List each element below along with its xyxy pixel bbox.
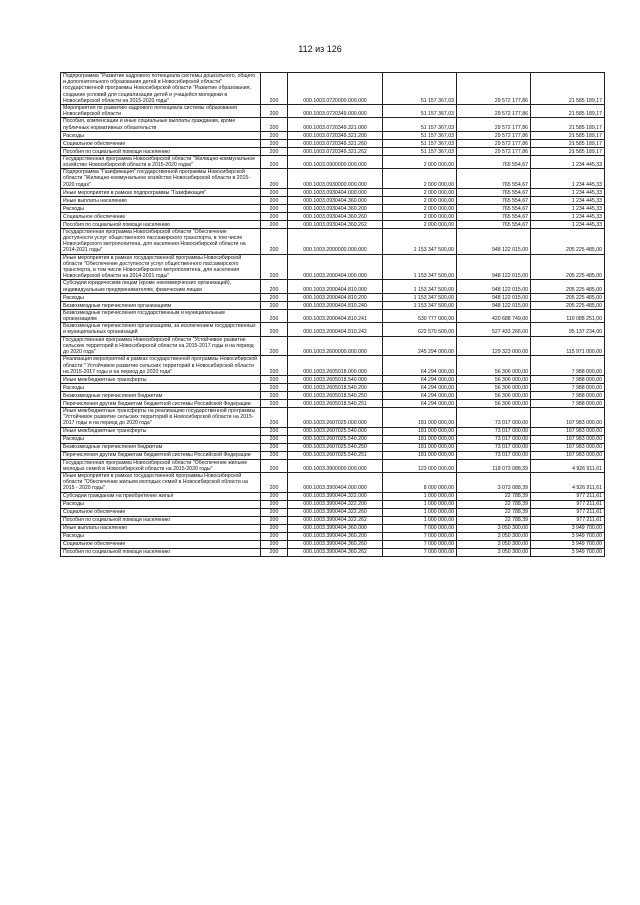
- row-classifier: 000.1003.0930404.360.200: [288, 204, 383, 212]
- table-row: [61, 309, 605, 322]
- row-unexecuted-amount: 1 234 445,33: [531, 169, 605, 189]
- row-name: Иные мероприятия в рамках государственной программы Новосибирской области "Обеспечение жильем молодых семей в Новосибирской области на 2015 - 2020 годы": [61, 472, 261, 492]
- row-classifier: 000.1003.2607025.540.251: [288, 451, 383, 459]
- row-approved-amount: 2 000 000,00: [383, 204, 457, 212]
- table-row: [61, 443, 605, 451]
- row-unexecuted-amount: 205 225 485,00: [531, 293, 605, 301]
- row-approved-amount: 1 000 000,00: [383, 508, 457, 516]
- row-name: Расходы: [61, 131, 261, 139]
- row-unexecuted-amount: 205 225 485,00: [531, 254, 605, 280]
- row-classifier: 000.1003.2607025.540.000: [288, 427, 383, 435]
- row-approved-amount: 64 294 000,00: [383, 383, 457, 391]
- row-approved-amount: 7 000 000,00: [383, 548, 457, 556]
- row-executed-amount: 420 688 749,00: [457, 309, 531, 322]
- row-approved-amount: 1 000 000,00: [383, 500, 457, 508]
- row-unexecuted-amount: 977 211,61: [531, 508, 605, 516]
- row-unexecuted-amount: 107 983 000,00: [531, 407, 605, 427]
- row-approved-amount: 2 000 000,00: [383, 169, 457, 189]
- row-approved-amount: 181 000 000,00: [383, 451, 457, 459]
- table-row: [61, 212, 605, 220]
- row-executed-amount: 765 554,67: [457, 155, 531, 168]
- row-approved-amount: 7 000 000,00: [383, 540, 457, 548]
- row-name: Безвозмездные перечисления бюджетам: [61, 443, 261, 451]
- row-classifier: 000.1003.2605018.000.000: [288, 356, 383, 376]
- row-classifier: 000.1003.3900404.360.200: [288, 532, 383, 540]
- row-name: Социальное обеспечение: [61, 540, 261, 548]
- row-name: Перечисления другим бюджетам бюджетной системы Российской Федерации: [61, 451, 261, 459]
- row-name: Расходы: [61, 204, 261, 212]
- row-code: 200: [261, 301, 288, 309]
- row-code: 200: [261, 540, 288, 548]
- row-executed-amount: 527 433 266,00: [457, 323, 531, 336]
- row-code: 200: [261, 169, 288, 189]
- row-approved-amount: 181 000 000,00: [383, 427, 457, 435]
- row-unexecuted-amount: 977 211,61: [531, 492, 605, 500]
- row-approved-amount: 64 294 000,00: [383, 356, 457, 376]
- row-classifier: 000.1003.0930404.360.000: [288, 196, 383, 204]
- table-row: [61, 427, 605, 435]
- row-approved-amount: 181 000 000,00: [383, 435, 457, 443]
- row-name: Пособия по социальной помощи населению: [61, 220, 261, 228]
- row-classifier: 000.1003.2000404.810.241: [288, 309, 383, 322]
- row-executed-amount: 73 017 000,00: [457, 451, 531, 459]
- row-code: 200: [261, 375, 288, 383]
- row-name: Расходы: [61, 435, 261, 443]
- row-approved-amount: 2 000 000,00: [383, 196, 457, 204]
- row-code: 200: [261, 508, 288, 516]
- row-name: Социальное обеспечение: [61, 139, 261, 147]
- row-code: 200: [261, 155, 288, 168]
- row-classifier: 000.1003.0720349.321.200: [288, 131, 383, 139]
- row-code: 200: [261, 407, 288, 427]
- row-executed-amount: 765 554,67: [457, 212, 531, 220]
- row-name: Пособия по социальной помощи населению: [61, 147, 261, 155]
- row-code: 200: [261, 427, 288, 435]
- row-unexecuted-amount: 95 137 234,00: [531, 323, 605, 336]
- row-unexecuted-amount: 1 234 445,33: [531, 188, 605, 196]
- row-code: 200: [261, 228, 288, 254]
- table-row: [61, 139, 605, 147]
- row-approved-amount: 1 153 347 500,00: [383, 254, 457, 280]
- row-code: 200: [261, 204, 288, 212]
- row-classifier: 000.1003.0720349.321.000: [288, 118, 383, 131]
- row-code: 200: [261, 516, 288, 524]
- row-code: 200: [261, 147, 288, 155]
- row-classifier: 000.1003.0720349.321.262: [288, 147, 383, 155]
- table-row: [61, 73, 605, 105]
- row-executed-amount: 29 572 177,86: [457, 73, 531, 105]
- row-approved-amount: 51 157 367,03: [383, 131, 457, 139]
- table-row: [61, 336, 605, 356]
- row-approved-amount: 64 294 000,00: [383, 375, 457, 383]
- row-name: Государственная программа Новосибирской области "Устойчивое развитие сельских территорий в Новосибирской области на 2015-2017 годы и на период до 2020 года": [61, 336, 261, 356]
- table-row: [61, 500, 605, 508]
- row-name: Безвозмездные перечисления бюджетам: [61, 391, 261, 399]
- row-name: Иные выплаты населению: [61, 524, 261, 532]
- row-executed-amount: 3 050 300,00: [457, 532, 531, 540]
- table-row: [61, 356, 605, 376]
- row-classifier: 000.1003.0720000.000.000: [288, 73, 383, 105]
- row-unexecuted-amount: 977 211,61: [531, 500, 605, 508]
- row-code: 200: [261, 73, 288, 105]
- row-classifier: 000.1003.3900404.322.000: [288, 492, 383, 500]
- table-row: [61, 399, 605, 407]
- row-classifier: 000.1003.2000404.810.200: [288, 293, 383, 301]
- row-classifier: 000.1003.3900404.322.200: [288, 500, 383, 508]
- row-code: 200: [261, 309, 288, 322]
- row-approved-amount: 51 157 367,03: [383, 105, 457, 118]
- row-approved-amount: 181 000 000,00: [383, 443, 457, 451]
- table-row: [61, 435, 605, 443]
- row-classifier: 000.1003.0930000.000.000: [288, 169, 383, 189]
- row-unexecuted-amount: 107 983 000,00: [531, 443, 605, 451]
- table-row: [61, 451, 605, 459]
- row-unexecuted-amount: 7 988 000,00: [531, 356, 605, 376]
- row-classifier: 000.1003.2607025.000.000: [288, 407, 383, 427]
- table-row: [61, 407, 605, 427]
- row-classifier: 000.1003.3900000.000.000: [288, 459, 383, 472]
- row-executed-amount: 56 306 000,00: [457, 383, 531, 391]
- row-approved-amount: 1 000 000,00: [383, 492, 457, 500]
- row-approved-amount: 51 157 367,03: [383, 118, 457, 131]
- row-code: 200: [261, 254, 288, 280]
- row-name: Расходы: [61, 500, 261, 508]
- row-executed-amount: 22 788,39: [457, 508, 531, 516]
- row-classifier: 000.1003.2600000.000.000: [288, 336, 383, 356]
- row-classifier: 000.1003.0930404.360.260: [288, 212, 383, 220]
- row-classifier: 000.1003.0720349.000.000: [288, 105, 383, 118]
- row-executed-amount: 765 554,67: [457, 188, 531, 196]
- row-approved-amount: 64 294 000,00: [383, 399, 457, 407]
- table-row: [61, 204, 605, 212]
- row-approved-amount: 123 000 000,00: [383, 459, 457, 472]
- budget-table: [60, 72, 605, 557]
- row-unexecuted-amount: 21 585 189,17: [531, 118, 605, 131]
- row-code: 200: [261, 131, 288, 139]
- table-row: [61, 293, 605, 301]
- row-unexecuted-amount: 21 585 189,17: [531, 147, 605, 155]
- row-approved-amount: 1 153 347 500,00: [383, 293, 457, 301]
- row-approved-amount: 2 000 000,00: [383, 212, 457, 220]
- row-name: Социальное обеспечение: [61, 212, 261, 220]
- table-row: [61, 280, 605, 293]
- row-executed-amount: 3 050 300,00: [457, 524, 531, 532]
- row-name: Перечисления другим бюджетам бюджетной системы Российской Федерации: [61, 399, 261, 407]
- row-executed-amount: 3 050 300,00: [457, 540, 531, 548]
- row-unexecuted-amount: 107 983 000,00: [531, 435, 605, 443]
- table-row: [61, 105, 605, 118]
- row-executed-amount: 3 073 088,39: [457, 472, 531, 492]
- row-classifier: 000.1003.2607025.540.200: [288, 435, 383, 443]
- table-row: [61, 188, 605, 196]
- row-executed-amount: 118 073 088,39: [457, 459, 531, 472]
- row-executed-amount: 73 017 000,00: [457, 443, 531, 451]
- row-classifier: 000.1003.0900000.000.000: [288, 155, 383, 168]
- row-unexecuted-amount: 7 988 000,00: [531, 399, 605, 407]
- row-classifier: 000.1003.2605018.540.000: [288, 375, 383, 383]
- row-code: 200: [261, 188, 288, 196]
- table-row: [61, 228, 605, 254]
- row-unexecuted-amount: 205 225 485,00: [531, 228, 605, 254]
- row-classifier: 000.1003.2605018.540.251: [288, 399, 383, 407]
- row-executed-amount: 129 323 000,00: [457, 336, 531, 356]
- table-row: [61, 508, 605, 516]
- row-executed-amount: 948 122 015,00: [457, 280, 531, 293]
- row-executed-amount: 948 122 015,00: [457, 254, 531, 280]
- row-unexecuted-amount: 1 234 445,33: [531, 155, 605, 168]
- table-row: [61, 169, 605, 189]
- row-classifier: 000.1003.2000404.810.242: [288, 323, 383, 336]
- table-row: [61, 220, 605, 228]
- row-name: Иные межбюджетные трансферты на реализацию государственной программы "Устойчивое развитие сельских территорий в Новосибирской области на 2015-2017 годы и на период до 2020 года": [61, 407, 261, 427]
- row-approved-amount: 1 000 000,00: [383, 516, 457, 524]
- row-approved-amount: 1 153 347 500,00: [383, 228, 457, 254]
- row-name: Субсидии гражданам на приобретение жилья: [61, 492, 261, 500]
- row-code: 200: [261, 383, 288, 391]
- row-unexecuted-amount: 1 234 445,33: [531, 212, 605, 220]
- row-code: 200: [261, 293, 288, 301]
- row-executed-amount: 3 050 300,00: [457, 548, 531, 556]
- row-name: Безвозмездные перечисления организациям, за исключением государственных и муниципальных организаций: [61, 323, 261, 336]
- row-classifier: 000.1003.2605018.540.250: [288, 391, 383, 399]
- row-code: 200: [261, 356, 288, 376]
- row-name: Иные выплаты населению: [61, 196, 261, 204]
- table-row: [61, 459, 605, 472]
- row-name: Государственная программа Новосибирской области "Обеспечение доступности услуг общественного пассажирского транспорта, в том числе Новосибирского метрополитена, для населения Новосибирской области на 2014-2021 годы": [61, 228, 261, 254]
- row-executed-amount: 56 306 000,00: [457, 391, 531, 399]
- row-name: Мероприятия по развитию кадрового потенциала системы образования Новосибирской области: [61, 105, 261, 118]
- row-executed-amount: 29 572 177,86: [457, 131, 531, 139]
- table-row: [61, 524, 605, 532]
- row-classifier: 000.1003.2000404.000.000: [288, 254, 383, 280]
- row-name: Иные межбюджетные трансферты: [61, 375, 261, 383]
- row-code: 200: [261, 548, 288, 556]
- row-executed-amount: 56 306 000,00: [457, 375, 531, 383]
- row-unexecuted-amount: 1 234 445,33: [531, 220, 605, 228]
- row-unexecuted-amount: 205 225 485,00: [531, 280, 605, 293]
- row-classifier: 000.1003.0930404.000.000: [288, 188, 383, 196]
- row-unexecuted-amount: 3 949 700,00: [531, 540, 605, 548]
- row-name: Подпрограмма "Развитие кадрового потенциала системы дошкольного, общего и дополнительного образования детей в Новосибирской области" государственной программы Новосибирской области "Развитие образования, создание условий для социализации детей и учащейся молодежи в Новосибирской области на 2015-2020 годы": [61, 73, 261, 105]
- row-code: 200: [261, 524, 288, 532]
- row-name: Иные межбюджетные трансферты: [61, 427, 261, 435]
- row-executed-amount: 29 572 177,86: [457, 105, 531, 118]
- row-code: 200: [261, 105, 288, 118]
- row-name: Иные мероприятия в рамках государственной программы Новосибирской области "Обеспечение доступности услуг общественного пассажирского транспорта, в том числе Новосибирского метрополитена, для населения Новосибирской области на 2014-2021 годы": [61, 254, 261, 280]
- row-unexecuted-amount: 977 211,61: [531, 516, 605, 524]
- row-approved-amount: 64 294 000,00: [383, 391, 457, 399]
- row-name: Расходы: [61, 293, 261, 301]
- row-code: 200: [261, 391, 288, 399]
- row-classifier: 000.1003.2000404.810.000: [288, 280, 383, 293]
- row-code: 200: [261, 443, 288, 451]
- row-unexecuted-amount: 115 971 000,00: [531, 336, 605, 356]
- row-name: Реализация мероприятий в рамках государственной программы Новосибирской области " Устойчивое развитие сельских территорий в Новосибирской области на 2015-2017 годы и на период до 2020 года": [61, 356, 261, 376]
- row-name: Иные мероприятия в рамках подпрограммы "Газификация": [61, 188, 261, 196]
- row-name: Подпрограмма "Газификация" государственной программы Новосибирской области "Жилищно-коммунальное хозяйство Новосибирской области в 2015-2020 годах": [61, 169, 261, 189]
- row-unexecuted-amount: 4 926 911,61: [531, 472, 605, 492]
- row-unexecuted-amount: 3 949 700,00: [531, 524, 605, 532]
- row-name: Государственная программа Новосибирской области "Обеспечение жильем молодых семей в Новосибирской области на 2015-2020 годы": [61, 459, 261, 472]
- row-code: 200: [261, 500, 288, 508]
- row-name: Государственная программа Новосибирской области "Жилищно-коммунальное хозяйство Новосибирской области в 2015-2020 годах": [61, 155, 261, 168]
- table-row: [61, 155, 605, 168]
- row-executed-amount: 22 788,39: [457, 516, 531, 524]
- row-classifier: 000.1003.3900404.322.262: [288, 516, 383, 524]
- table-row: [61, 492, 605, 500]
- row-unexecuted-amount: 7 988 000,00: [531, 375, 605, 383]
- row-executed-amount: 765 554,67: [457, 220, 531, 228]
- table-row: [61, 391, 605, 399]
- row-name: Безвозмездные перечисления государственным и муниципальным организациям: [61, 309, 261, 322]
- row-code: 200: [261, 472, 288, 492]
- row-name: Пособия по социальной помощи населению: [61, 548, 261, 556]
- row-approved-amount: 2 000 000,00: [383, 220, 457, 228]
- row-classifier: 000.1003.2000000.000.000: [288, 228, 383, 254]
- table-row: [61, 472, 605, 492]
- row-executed-amount: 765 554,67: [457, 204, 531, 212]
- row-name: Пособия, компенсации и иные социальные выплаты гражданам, кроме публичных нормативных обязательств: [61, 118, 261, 131]
- table-row: [61, 516, 605, 524]
- row-executed-amount: 948 122 015,00: [457, 301, 531, 309]
- row-executed-amount: 29 572 177,86: [457, 139, 531, 147]
- row-name: Расходы: [61, 383, 261, 391]
- table-row: [61, 196, 605, 204]
- row-unexecuted-amount: 21 585 189,17: [531, 131, 605, 139]
- row-unexecuted-amount: 4 926 911,61: [531, 459, 605, 472]
- row-approved-amount: 1 153 347 500,00: [383, 280, 457, 293]
- row-name: Безвозмездные перечисления организациям: [61, 301, 261, 309]
- row-code: 200: [261, 220, 288, 228]
- row-classifier: 000.1003.2607025.540.250: [288, 443, 383, 451]
- row-executed-amount: 73 017 000,00: [457, 435, 531, 443]
- row-code: 200: [261, 492, 288, 500]
- row-code: 200: [261, 118, 288, 131]
- row-unexecuted-amount: 107 983 000,00: [531, 451, 605, 459]
- row-approved-amount: 51 157 367,03: [383, 73, 457, 105]
- row-executed-amount: 22 788,39: [457, 500, 531, 508]
- row-code: 200: [261, 435, 288, 443]
- row-executed-amount: 765 554,67: [457, 169, 531, 189]
- row-approved-amount: 622 570 500,00: [383, 323, 457, 336]
- table-row: [61, 118, 605, 131]
- row-unexecuted-amount: 107 983 000,00: [531, 427, 605, 435]
- row-approved-amount: 530 777 000,00: [383, 309, 457, 322]
- table-row: [61, 131, 605, 139]
- row-approved-amount: 51 157 367,03: [383, 147, 457, 155]
- row-name: Социальное обеспечение: [61, 508, 261, 516]
- row-classifier: 000.1003.3900404.360.000: [288, 524, 383, 532]
- table-row: [61, 301, 605, 309]
- row-unexecuted-amount: 110 088 251,00: [531, 309, 605, 322]
- table-row: [61, 548, 605, 556]
- row-approved-amount: 1 153 347 500,00: [383, 301, 457, 309]
- row-classifier: 000.1003.3900404.000.000: [288, 472, 383, 492]
- row-executed-amount: 56 306 000,00: [457, 356, 531, 376]
- row-code: 200: [261, 399, 288, 407]
- row-approved-amount: 7 000 000,00: [383, 532, 457, 540]
- row-executed-amount: 73 017 000,00: [457, 407, 531, 427]
- row-name: Субсидии юридическим лицам (кроме некоммерческих организаций), индивидуальным предпринимателям, физическим лицам: [61, 280, 261, 293]
- row-approved-amount: 7 000 000,00: [383, 524, 457, 532]
- table-row: [61, 532, 605, 540]
- row-unexecuted-amount: 3 949 700,00: [531, 532, 605, 540]
- table-row: [61, 323, 605, 336]
- row-unexecuted-amount: 205 225 485,00: [531, 301, 605, 309]
- row-executed-amount: 73 017 000,00: [457, 427, 531, 435]
- row-classifier: 000.1003.3900404.360.260: [288, 540, 383, 548]
- row-unexecuted-amount: 21 585 189,17: [531, 105, 605, 118]
- row-executed-amount: 22 788,39: [457, 492, 531, 500]
- row-unexecuted-amount: 21 585 189,17: [531, 73, 605, 105]
- table-row: [61, 254, 605, 280]
- row-classifier: 000.1003.2605018.540.200: [288, 383, 383, 391]
- row-unexecuted-amount: 1 234 445,33: [531, 204, 605, 212]
- row-classifier: 000.1003.3900404.360.262: [288, 548, 383, 556]
- table-row: [61, 147, 605, 155]
- table-row: [61, 375, 605, 383]
- row-executed-amount: 948 122 015,00: [457, 293, 531, 301]
- row-approved-amount: 2 000 000,00: [383, 155, 457, 168]
- row-unexecuted-amount: 21 585 189,17: [531, 139, 605, 147]
- row-name: Пособия по социальной помощи населению: [61, 516, 261, 524]
- row-classifier: 000.1003.2000404.810.240: [288, 301, 383, 309]
- row-executed-amount: 29 572 177,86: [457, 147, 531, 155]
- row-code: 200: [261, 196, 288, 204]
- row-approved-amount: 2 000 000,00: [383, 188, 457, 196]
- row-code: 200: [261, 532, 288, 540]
- row-code: 200: [261, 139, 288, 147]
- row-classifier: 000.1003.0720349.321.260: [288, 139, 383, 147]
- row-executed-amount: 56 306 000,00: [457, 399, 531, 407]
- table-row: [61, 383, 605, 391]
- row-classifier: 000.1003.3900404.322.260: [288, 508, 383, 516]
- row-approved-amount: 51 157 367,03: [383, 139, 457, 147]
- row-code: 200: [261, 459, 288, 472]
- row-code: 200: [261, 451, 288, 459]
- row-executed-amount: 29 572 177,86: [457, 118, 531, 131]
- row-code: 200: [261, 336, 288, 356]
- row-unexecuted-amount: 7 988 000,00: [531, 383, 605, 391]
- table-row: [61, 540, 605, 548]
- row-code: 200: [261, 323, 288, 336]
- row-code: 200: [261, 212, 288, 220]
- row-name: Расходы: [61, 532, 261, 540]
- row-approved-amount: 181 000 000,00: [383, 407, 457, 427]
- row-approved-amount: 8 000 000,00: [383, 472, 457, 492]
- row-unexecuted-amount: 7 988 000,00: [531, 391, 605, 399]
- row-executed-amount: 765 554,67: [457, 196, 531, 204]
- row-unexecuted-amount: 1 234 445,33: [531, 196, 605, 204]
- row-unexecuted-amount: 3 949 700,00: [531, 548, 605, 556]
- page-number: 112 из 126: [298, 44, 342, 54]
- row-executed-amount: 948 122 015,00: [457, 228, 531, 254]
- row-code: 200: [261, 280, 288, 293]
- row-approved-amount: 245 294 000,00: [383, 336, 457, 356]
- row-classifier: 000.1003.0930404.360.262: [288, 220, 383, 228]
- table-body: [61, 73, 605, 557]
